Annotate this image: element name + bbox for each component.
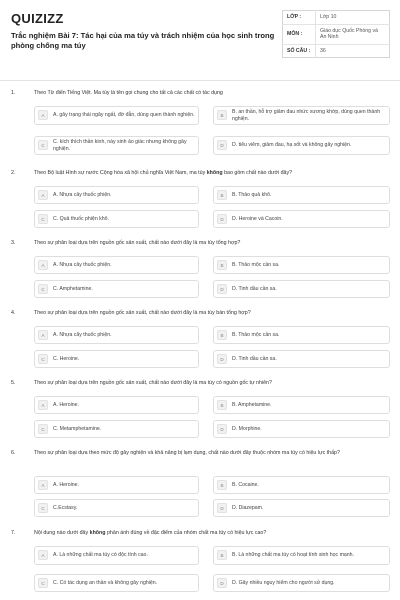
meta-table: [282, 10, 390, 58]
option-letter: D: [217, 578, 227, 588]
option-c[interactable]: [34, 499, 199, 517]
option-text: C.Ecstasy.: [53, 504, 78, 511]
option-text: B. Cocaine.: [232, 481, 259, 488]
option-text: B. Amphetamine.: [232, 401, 272, 408]
option-letter: B: [217, 190, 227, 200]
meta-value: Lớp 10: [320, 14, 337, 20]
question-number: 5.: [11, 380, 16, 386]
option-text: C. kích thích thần kinh, này sinh ảo giác nhưng không gây nghiện.: [53, 139, 187, 152]
option-text: B. Thảo mộc cần sa.: [232, 261, 280, 268]
question-number: 4.: [11, 310, 16, 316]
question-number: 7.: [11, 530, 16, 536]
option-d[interactable]: [213, 210, 390, 228]
option-letter: D: [217, 424, 227, 434]
option-text: C. Quả thuốc phiện khô.: [53, 215, 109, 222]
option-d[interactable]: [213, 280, 390, 298]
meta-row-grade: [283, 11, 390, 25]
option-text: B. Thảo mộc cần sa.: [232, 331, 280, 338]
question-text: Theo sự phân loại dựa trên nguồn gốc sản xuất, chất nào dưới đây là ma túy tổng hợp?: [34, 240, 241, 246]
option-letter: A: [38, 190, 48, 200]
question-number: 3.: [11, 240, 16, 246]
option-c[interactable]: [34, 210, 199, 228]
question-number: 1.: [11, 90, 16, 96]
option-b[interactable]: [213, 106, 390, 125]
option-text: A. Heroine.: [53, 481, 79, 488]
option-a[interactable]: [34, 186, 199, 204]
option-text: C. Metamphetamine.: [53, 425, 102, 432]
option-text: A. Nhựa cây thuốc phiện.: [53, 331, 112, 338]
option-text: C. Có tác dụng an thần và không gây nghiện.: [53, 579, 158, 586]
option-b[interactable]: [213, 256, 390, 274]
option-a[interactable]: [34, 476, 199, 494]
option-letter: C: [38, 503, 48, 513]
option-d[interactable]: [213, 350, 390, 368]
question-number: 6.: [11, 450, 16, 456]
quizizz-logo: QUIZIZZ: [11, 11, 64, 26]
option-b[interactable]: [213, 396, 390, 414]
option-letter: D: [217, 140, 227, 150]
option-letter: C: [38, 214, 48, 224]
option-text: A. gây trạng thái ngây ngất, đờ đẫn, dùng quen thành nghiện.: [53, 112, 195, 119]
option-b[interactable]: [213, 476, 390, 494]
option-text: D. Tinh dầu cần sa.: [232, 355, 277, 362]
option-letter: D: [217, 503, 227, 513]
option-c[interactable]: [34, 280, 199, 298]
option-d[interactable]: [213, 420, 390, 438]
option-a[interactable]: [34, 326, 199, 344]
meta-key: LỚP :: [283, 11, 316, 25]
option-text: D. Tinh dầu cần sa.: [232, 285, 277, 292]
option-letter: C: [38, 424, 48, 434]
option-d[interactable]: [213, 136, 390, 155]
option-letter: D: [217, 284, 227, 294]
option-text: B. Thảo quả khô.: [232, 191, 272, 198]
option-letter: B: [217, 110, 227, 120]
option-text: A. Nhựa cây thuốc phiện.: [53, 191, 112, 198]
option-text: B. Là những chất ma túy có hoạt tính sinh học mạnh.: [232, 552, 354, 559]
option-c[interactable]: [34, 136, 199, 155]
option-letter: B: [217, 480, 227, 490]
question-text: Theo Bộ luật Hình sự nước Cộng hòa xã hội chủ nghĩa Việt Nam, ma túy không bao gồm chất nào dưới đây?: [34, 170, 293, 176]
option-letter: A: [38, 480, 48, 490]
option-a[interactable]: [34, 256, 199, 274]
option-c[interactable]: [34, 574, 199, 592]
option-b[interactable]: [213, 546, 390, 565]
option-b[interactable]: [213, 186, 390, 204]
option-c[interactable]: [34, 350, 199, 368]
option-letter: C: [38, 140, 48, 150]
option-text: D. Gây nhiều nguy hiểm cho người sử dụng.: [232, 579, 335, 586]
option-a[interactable]: [34, 546, 199, 565]
option-text: D. Morphine.: [232, 425, 262, 432]
option-letter: C: [38, 354, 48, 364]
meta-key: SỐ CÂU :: [283, 44, 316, 58]
option-letter: D: [217, 214, 227, 224]
question-text: Theo Từ điển Tiếng Việt. Ma túy là tên gọi chung cho tất cả các chất có tác dụng: [34, 90, 223, 96]
option-letter: B: [217, 260, 227, 270]
question-text: Nội dung nào dưới đây không phản ánh đúng về đặc điểm của nhóm chất ma túy có hiệu lực cao?: [34, 530, 267, 536]
option-letter: C: [38, 578, 48, 588]
question-text: Theo sự phân loại dựa trên nguồn gốc sản xuất, chất nào dưới đây là ma túy bán tổng hợp?: [34, 310, 251, 316]
option-d[interactable]: [213, 499, 390, 517]
meta-value: Giáo dục Quốc Phòng và An Ninh: [316, 24, 390, 44]
option-a[interactable]: [34, 396, 199, 414]
header-divider: [0, 80, 400, 81]
option-c[interactable]: [34, 420, 199, 438]
option-letter: A: [38, 110, 48, 120]
worksheet-header: [0, 0, 400, 80]
option-letter: A: [38, 260, 48, 270]
meta-row-count: [283, 44, 390, 58]
option-b[interactable]: [213, 326, 390, 344]
option-text: C. Amphetamine.: [53, 285, 93, 292]
option-text: A. Nhựa cây thuốc phiện.: [53, 261, 112, 268]
option-letter: B: [217, 550, 227, 560]
meta-row-subject: [283, 24, 390, 44]
option-letter: A: [38, 550, 48, 560]
option-letter: A: [38, 330, 48, 340]
option-text: D. tiêu viêm, giảm đau, hạ sốt và không gây nghiện.: [232, 142, 352, 149]
question-text: Theo sự phân loại dựa trên nguồn gốc sản xuất, chất nào dưới đây là ma túy có nguồn gốc tự nhiên?: [34, 380, 272, 386]
option-d[interactable]: [213, 574, 390, 592]
option-letter: C: [38, 284, 48, 294]
option-text: B. an thần, hỗ trợ giảm đau nhức xương khớp, dùng quen thành nghiện.: [232, 109, 381, 122]
option-text: A. Heroine.: [53, 401, 79, 408]
meta-value: 36: [316, 44, 390, 58]
option-text: D. Diazepam.: [232, 504, 264, 511]
question-text: Theo sự phân loại dựa theo mức độ gây nghiện và khả năng bị lạm dụng, chất nào dưới đây thuộc nhóm ma túy có hiệu lực thấp?: [34, 450, 340, 456]
worksheet-title: Trắc nghiệm Bài 7: Tác hại của ma túy và trách nhiệm của học sinh trong phòng chống ma túy: [11, 31, 275, 50]
option-letter: B: [217, 400, 227, 410]
question-number: 2.: [11, 170, 16, 176]
option-a[interactable]: [34, 106, 199, 125]
option-letter: A: [38, 400, 48, 410]
option-text: A. Là những chất ma túy có độc tính cao.: [53, 552, 148, 559]
option-text: C. Heroine.: [53, 355, 80, 362]
option-letter: B: [217, 330, 227, 340]
meta-key: MÔN :: [283, 24, 316, 44]
option-letter: D: [217, 354, 227, 364]
option-text: D. Heroine và Cacoin.: [232, 215, 283, 222]
